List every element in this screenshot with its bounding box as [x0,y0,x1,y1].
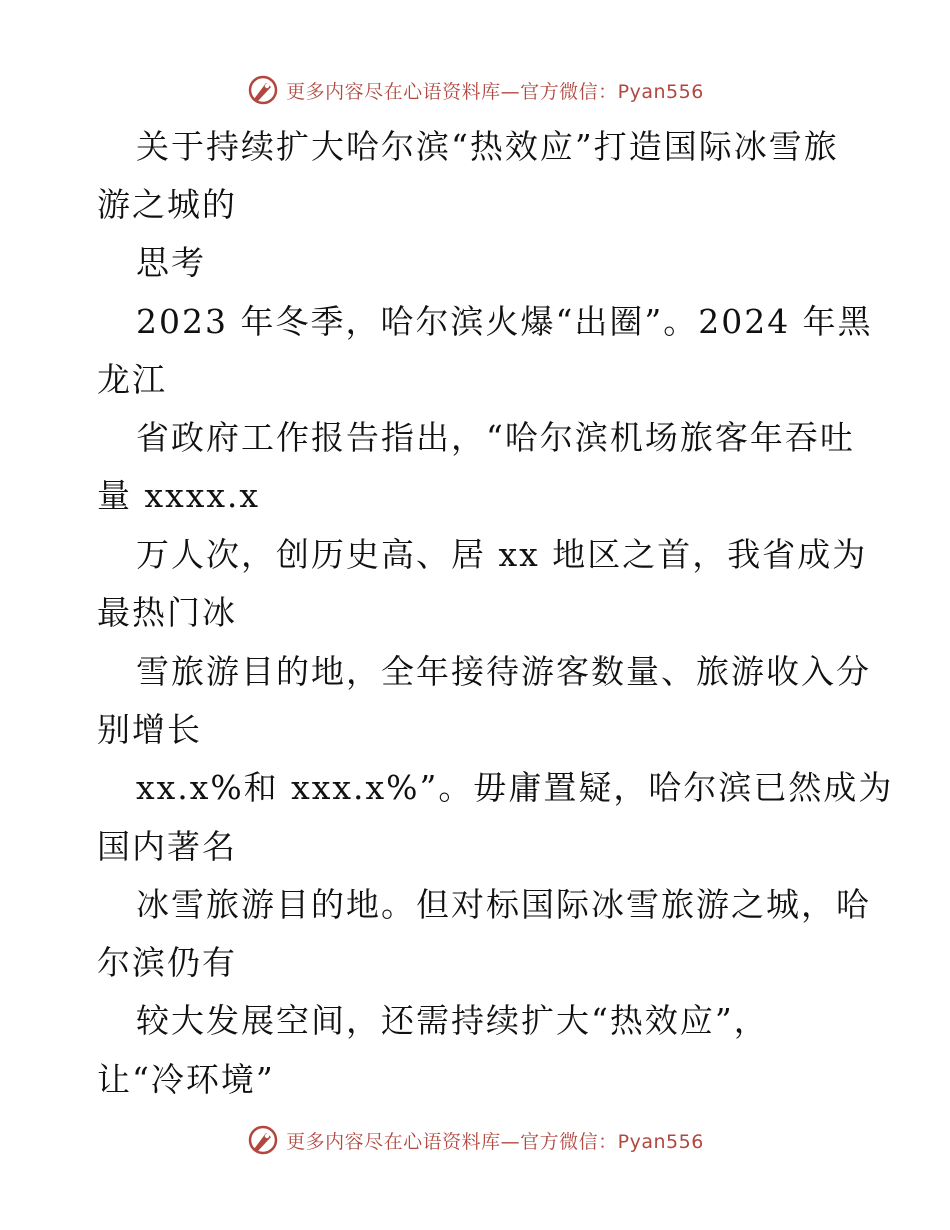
paragraph-line: 最热门冰 [97,593,237,632]
pen-nib-logo-icon [246,73,280,107]
paragraph-line: xx.x%和 xxx.x%”。毋庸置疑，哈尔滨已然成为 [136,768,894,807]
paragraph-line: 雪旅游目的地，全年接待游客数量、旅游收入分 [136,652,871,691]
paragraph-line: 冰雪旅游目的地。但对标国际冰雪旅游之城，哈 [136,885,871,924]
footer-watermark [0,1120,950,1160]
watermark-text: 更多内容尽在心语资料库—官方微信：Pyan556 [286,80,704,103]
paragraph-line: 让“冷环境” [97,1060,275,1099]
paragraph-line: 万人次，创历史高、居 xx 地区之首，我省成为 [136,535,868,574]
paragraph-line: 2023 年冬季，哈尔滨火爆“出圈”。2024 年黑 [136,302,873,341]
paragraph-line: 尔滨仍有 [97,943,237,982]
paragraph-line: 国内著名 [97,827,237,866]
paragraph-line: 较大发展空间，还需持续扩大“热效应”， [136,1001,769,1040]
pen-nib-logo-icon [246,1123,280,1157]
paragraph-line: 龙江 [97,360,167,399]
header-watermark [0,70,950,110]
watermark-text: 更多内容尽在心语资料库—官方微信：Pyan556 [286,1130,704,1153]
paragraph-line: 别增长 [97,710,202,749]
title-line-3: 思考 [136,243,206,282]
paragraph-line: 省政府工作报告指出，“哈尔滨机场旅客年吞吐 [136,418,855,457]
title-line-1: 关于持续扩大哈尔滨“热效应”打造国际冰雪旅 [136,127,839,166]
paragraph-line: 量 xxxx.x [97,476,261,515]
title-line-2: 游之城的 [97,185,237,224]
